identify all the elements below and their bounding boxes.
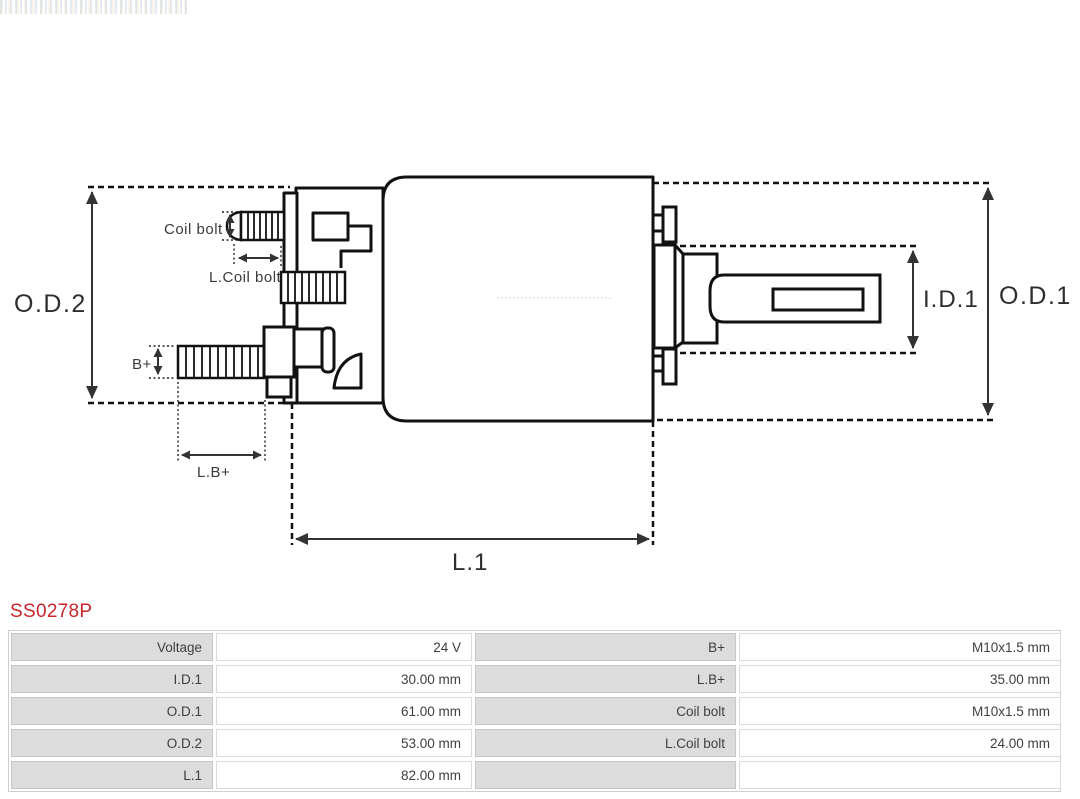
dotted-witness-lines <box>149 212 281 461</box>
spec-value-cell: 30.00 mm <box>216 665 472 693</box>
spec-value-cell: 53.00 mm <box>216 729 472 757</box>
product-code: SS0278P <box>10 601 93 622</box>
spec-label-cell: O.D.2 <box>11 729 213 757</box>
solenoid-body <box>383 177 653 421</box>
spec-label-cell: L.1 <box>11 761 213 789</box>
spec-label-cell: L.B+ <box>475 665 736 693</box>
b-plus-nut-lower <box>267 377 291 397</box>
spec-label-cell: Coil bolt <box>475 697 736 725</box>
spec-value-cell: 82.00 mm <box>216 761 472 789</box>
label-lb-plus: L.B+ <box>197 464 231 481</box>
spec-label-cell: L.Coil bolt <box>475 729 736 757</box>
bottom-terminal <box>663 349 676 384</box>
top-terminal <box>663 207 676 242</box>
label-coil-bolt: Coil bolt <box>164 221 223 238</box>
b-plus-stud <box>178 346 264 378</box>
spec-label-cell: I.D.1 <box>11 665 213 693</box>
spec-label-cell <box>475 761 736 789</box>
cap-step-upper <box>313 213 348 240</box>
label-od1: O.D.1 <box>999 282 1072 310</box>
spec-value-cell: M10x1.5 mm <box>739 697 1061 725</box>
spec-value-cell <box>739 761 1061 789</box>
spec-label-cell: O.D.1 <box>11 697 213 725</box>
spec-table <box>8 630 1061 792</box>
b-plus-insulator-disk <box>322 328 334 372</box>
spec-value-cell: 61.00 mm <box>216 697 472 725</box>
spec-value-cell: 24.00 mm <box>739 729 1061 757</box>
b-plus-nut <box>264 327 294 377</box>
b-plus-washer <box>294 329 322 367</box>
label-b-plus: B+ <box>132 356 152 373</box>
spec-value-cell: M10x1.5 mm <box>739 633 1061 661</box>
spec-value-cell: 35.00 mm <box>739 665 1061 693</box>
label-l-coil-bolt: L.Coil bolt <box>209 269 282 286</box>
spec-value-cell: 24 V <box>216 633 472 661</box>
label-id1: I.D.1 <box>923 286 979 313</box>
label-l1: L.1 <box>452 549 489 576</box>
coil-bushing <box>281 272 345 303</box>
plunger-collar-1 <box>654 245 675 348</box>
plunger-assembly <box>653 207 880 384</box>
plunger-slot <box>773 289 863 310</box>
spec-label-cell: Voltage <box>11 633 213 661</box>
spec-label-cell: B+ <box>475 633 736 661</box>
label-od2: O.D.2 <box>14 290 87 318</box>
